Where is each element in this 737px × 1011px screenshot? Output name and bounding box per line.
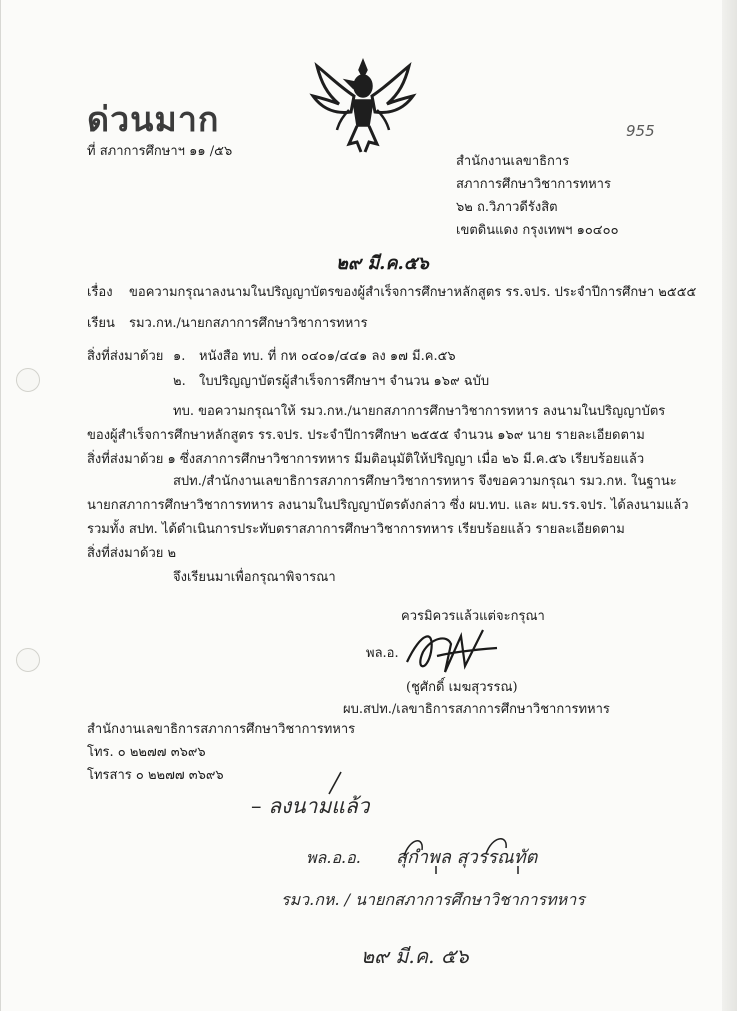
body-p2-line-4: สิ่งที่ส่งมาด้วย ๒	[87, 546, 177, 561]
handwritten-underline	[271, 770, 381, 820]
body-paragraph-2	[87, 470, 689, 566]
subject-text: ขอความกรุณาลงนามในปริญญาบัตรของผู้สำเร็จการศึกษาหลักสูตร รร.จปร. ประจำปีการศึกษา ๒๕๕๕	[129, 285, 697, 300]
handwritten-rank: พล.อ.อ.	[306, 848, 361, 867]
handwritten-note-text: ลงนามแล้ว	[268, 794, 370, 818]
reference-number: ที่ สภาการศึกษาฯ ๑๑ /๕๖	[87, 144, 233, 159]
handwritten-note: – ลงนามแล้ว	[251, 794, 370, 818]
enclosure-text-2: ใบปริญญาบัตรผู้สำเร็จการศึกษาฯ จำนวน ๑๖๙ ฉบับ	[199, 374, 490, 389]
signer-name: (ชูศักดิ์ เมฆสุวรรณ)	[406, 680, 518, 695]
body-p1-line-1: ทบ. ขอความกรุณาให้ รมว.กห./นายกสภาการศึกษาวิชาการทหาร ลงนามในปริญญาบัตร	[173, 404, 666, 419]
body-p1-line-3: สิ่งที่ส่งมาด้วย ๑ ซึ่งสภาการศึกษาวิชาการทหาร มีมติอนุมัติให้ปริญญา เมื่อ ๒๖ มี.ค.๕๖ เรียบร้อยแล้ว	[87, 452, 645, 467]
signer-position: ผบ.สปท./เลขาธิการสภาการศึกษาวิชาการทหาร	[343, 702, 610, 717]
punch-hole-bottom	[16, 648, 40, 672]
body-paragraph-1	[87, 400, 665, 472]
to-text: รมว.กห./นายกสภาการศึกษาวิชาการทหาร	[129, 316, 368, 331]
handwritten-signature-flourish	[396, 826, 576, 876]
sender-line-4: เขตดินแดง กรุงเทพฯ ๑๐๔๐๐	[456, 223, 619, 238]
closing-line: จึงเรียนมาเพื่อกรุณาพิจารณา	[173, 570, 336, 585]
enclosure-num-1: ๑.	[173, 349, 186, 364]
garuda-emblem	[309, 56, 417, 156]
urgency-stamp: ด่วนมาก	[87, 100, 220, 140]
signer-rank: พล.อ.	[366, 646, 399, 661]
handwritten-position: รมว.กห. / นายกสภาการศึกษาวิชาการทหาร	[281, 890, 585, 909]
sender-line-2: สภาการศึกษาวิชาการทหาร	[456, 177, 611, 192]
page-edge	[722, 0, 737, 1011]
handwritten-signature: สุกำพล สุวรรณทัต	[396, 847, 538, 868]
sender-line-1: สำนักงานเลขาธิการ	[456, 154, 570, 169]
body-p2-line-3: รวมทั้ง สปท. ได้ดำเนินการประทับตราสภาการศึกษาวิชาการทหาร เรียบร้อยแล้ว รายละเอียดตาม	[87, 522, 625, 537]
document-date: ๒๙ มี.ค.๕๖	[336, 253, 429, 274]
punch-hole-top	[16, 368, 40, 392]
handwritten-number: 955	[626, 122, 655, 140]
signature-scribble	[401, 622, 511, 682]
subject-label: เรื่อง	[87, 285, 113, 300]
enclosure-num-2: ๒.	[173, 374, 186, 389]
footer-fax: โทรสาร ๐ ๒๒๗๗ ๓๖๙๖	[87, 768, 224, 783]
sender-line-3: ๖๒ ถ.วิภาวดีรังสิต	[456, 200, 558, 215]
enclosure-text-1: หนังสือ ทบ. ที่ กห ๐๔๐๑/๔๔๑ ลง ๑๗ มี.ค.๕๖	[199, 349, 456, 364]
to-label: เรียน	[87, 316, 115, 331]
body-p2-line-1: สปท./สำนักงานเลขาธิการสภาการศึกษาวิชาการทหาร จึงขอความกรุณา รมว.กห. ในฐานะ	[173, 474, 677, 489]
footer-tel: โทร. ๐ ๒๒๗๗ ๓๖๙๖	[87, 745, 206, 760]
body-p1-line-2: ของผู้สำเร็จการศึกษาหลักสูตร รร.จปร. ประจำปีการศึกษา ๒๕๕๕ จำนวน ๑๖๙ นาย รายละเอียดตาม	[87, 428, 645, 443]
enclosures-label: สิ่งที่ส่งมาด้วย	[87, 349, 164, 364]
recommendation-text: ควรมิควรแล้วแต่จะกรุณา	[401, 609, 545, 624]
body-p2-line-2: นายกสภาการศึกษาวิชาการทหาร ลงนามในปริญญาบัตรดังกล่าว ซึ่ง ผบ.ทบ. และ ผบ.รร.จปร. ได้ลงนามแล้ว	[87, 498, 689, 513]
footer-office: สำนักงานเลขาธิการสภาการศึกษาวิชาการทหาร	[87, 722, 356, 737]
handwritten-date: ๒๙ มี.ค. ๕๖	[361, 944, 469, 968]
